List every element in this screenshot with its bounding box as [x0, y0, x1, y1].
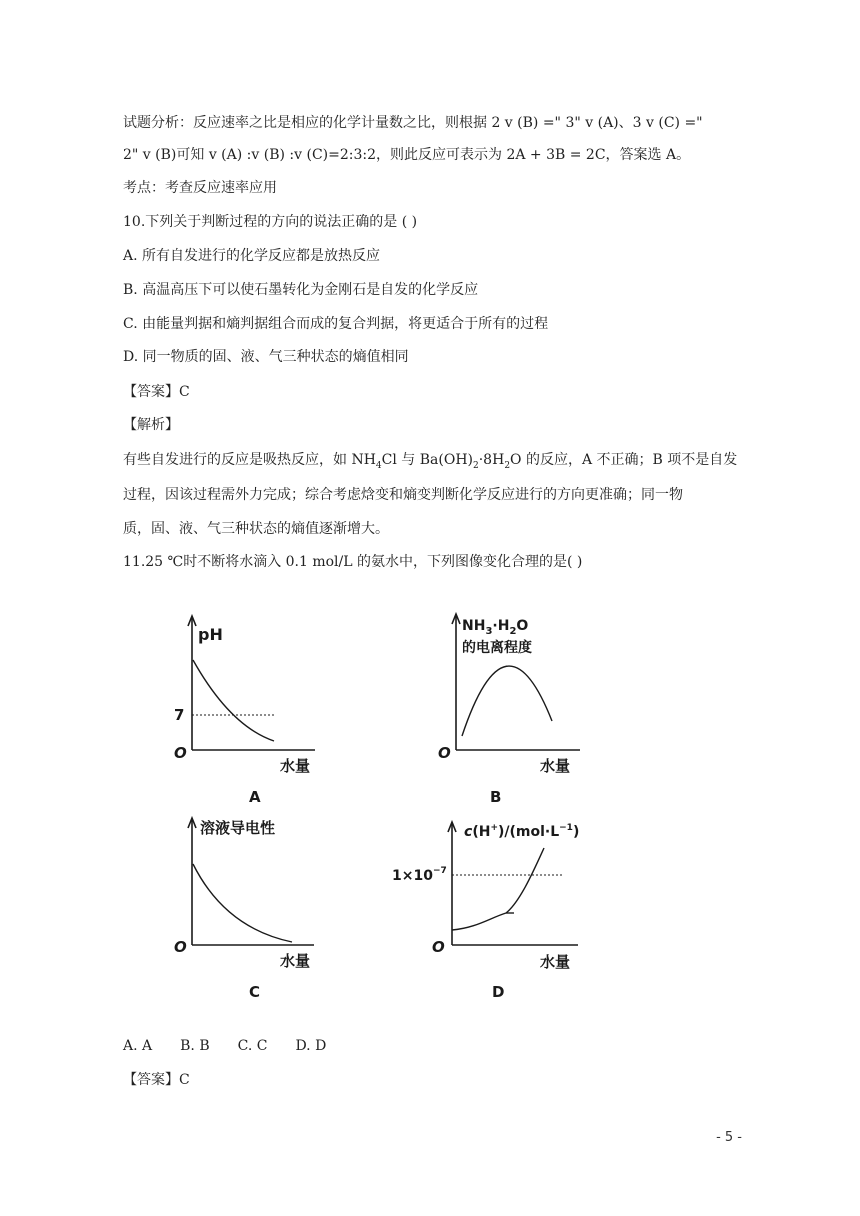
q10-stem: 10.下列关于判断过程的方向的说法正确的是 ( ) — [123, 214, 418, 230]
graph-a — [170, 608, 320, 808]
graph-b-ylabel-line-1: $NH_3\cdot H_2O$ — [462, 618, 529, 637]
q10-jiexi-line-2: 过程，因该过程需外力完成；综合考虑焓变和熵变判断化学反应进行的方向更准确；同一物 — [123, 487, 683, 503]
analysis-line-1: 试题分析：反应速率之比是相应的化学计量数之比，则根据 2 v (B) =" 3" v (A)、3 v (C) =" — [123, 115, 703, 131]
graph-d-ref-label: $1\times 10^{-7}$ — [392, 866, 447, 884]
kaodian-line: 考点：考查反应速率应用 — [123, 180, 277, 196]
q11-option-d: D. D — [295, 1038, 327, 1054]
q11-option-b: B. B — [180, 1038, 210, 1054]
graph-b-panel: B — [490, 788, 502, 806]
graph-b-xlabel: 水量 — [540, 757, 571, 775]
q10-jiexi-title: 【解析】 — [123, 417, 179, 433]
graph-a-ref-label: 7 — [174, 706, 185, 724]
q11-option-a: A. A — [123, 1038, 153, 1054]
graph-b — [436, 608, 596, 808]
q10-option-c: C. 由能量判据和熵判据组合而成的复合判据，将更适合于所有的过程 — [123, 316, 549, 332]
graph-d — [388, 810, 598, 1010]
graph-d-ylabel: $c(H^+)/(mol\cdot L^{-1})$ — [464, 823, 580, 840]
q10-jiexi-line-3: 质，固、液、气三种状态的熵值逐渐增大。 — [123, 521, 389, 537]
graph-d-xlabel: 水量 — [540, 953, 571, 971]
graph-b-origin: O — [438, 744, 451, 762]
graph-d-panel: D — [492, 983, 505, 1001]
q10-option-a: A. 所有自发进行的化学反应都是放热反应 — [123, 248, 381, 264]
graph-d-origin: O — [432, 938, 445, 956]
graph-c-panel: C — [249, 983, 261, 1001]
page-number: - 5 - — [716, 1130, 742, 1145]
q11-options — [123, 1036, 354, 1056]
graph-c — [170, 810, 320, 1010]
q11-answer: 【答案】C — [123, 1072, 190, 1088]
graph-a-xlabel: 水量 — [280, 757, 311, 775]
graph-d-curve — [452, 913, 506, 930]
graph-b-curve — [462, 666, 552, 736]
q11-stem: 11.25 ℃时不断将水滴入 0.1 mol/L 的氨水中，下列图像变化合理的是( ) — [123, 554, 583, 570]
q10-option-d: D. 同一物质的固、液、气三种状态的熵值相同 — [123, 349, 409, 365]
graph-c-curve — [193, 864, 292, 942]
graph-a-ylabel: pH — [198, 625, 223, 644]
graph-c-ylabel: 溶液导电性 — [200, 819, 276, 837]
graph-c-origin: O — [174, 938, 187, 956]
graph-a-origin: O — [174, 744, 187, 762]
graph-c-xlabel: 水量 — [280, 952, 311, 970]
graph-a-panel: A — [249, 788, 261, 806]
graph-d-curve-rise — [506, 848, 544, 913]
q10-answer: 【答案】C — [123, 384, 190, 400]
analysis-line-2: 2" v (B)可知 v (A) :v (B) :v (C)=2:3:2，则此反应可表示为 2A + 3B = 2C，答案选 A。 — [123, 147, 691, 163]
graph-b-ylabel-line-2: 的电离程度 — [462, 640, 532, 656]
q11-option-c: C. C — [237, 1038, 268, 1054]
q10-jiexi-line-1: 有些自发进行的反应是吸热反应，如 $NH_4Cl$ 与 $Ba(OH)_2\cdot 8H_2O$ 的反应，A 不正确；B 项不是自发 — [123, 452, 738, 471]
q10-option-b: B. 高温高压下可以使石墨转化为金刚石是自发的化学反应 — [123, 282, 479, 298]
graph-a-curve — [193, 660, 274, 741]
